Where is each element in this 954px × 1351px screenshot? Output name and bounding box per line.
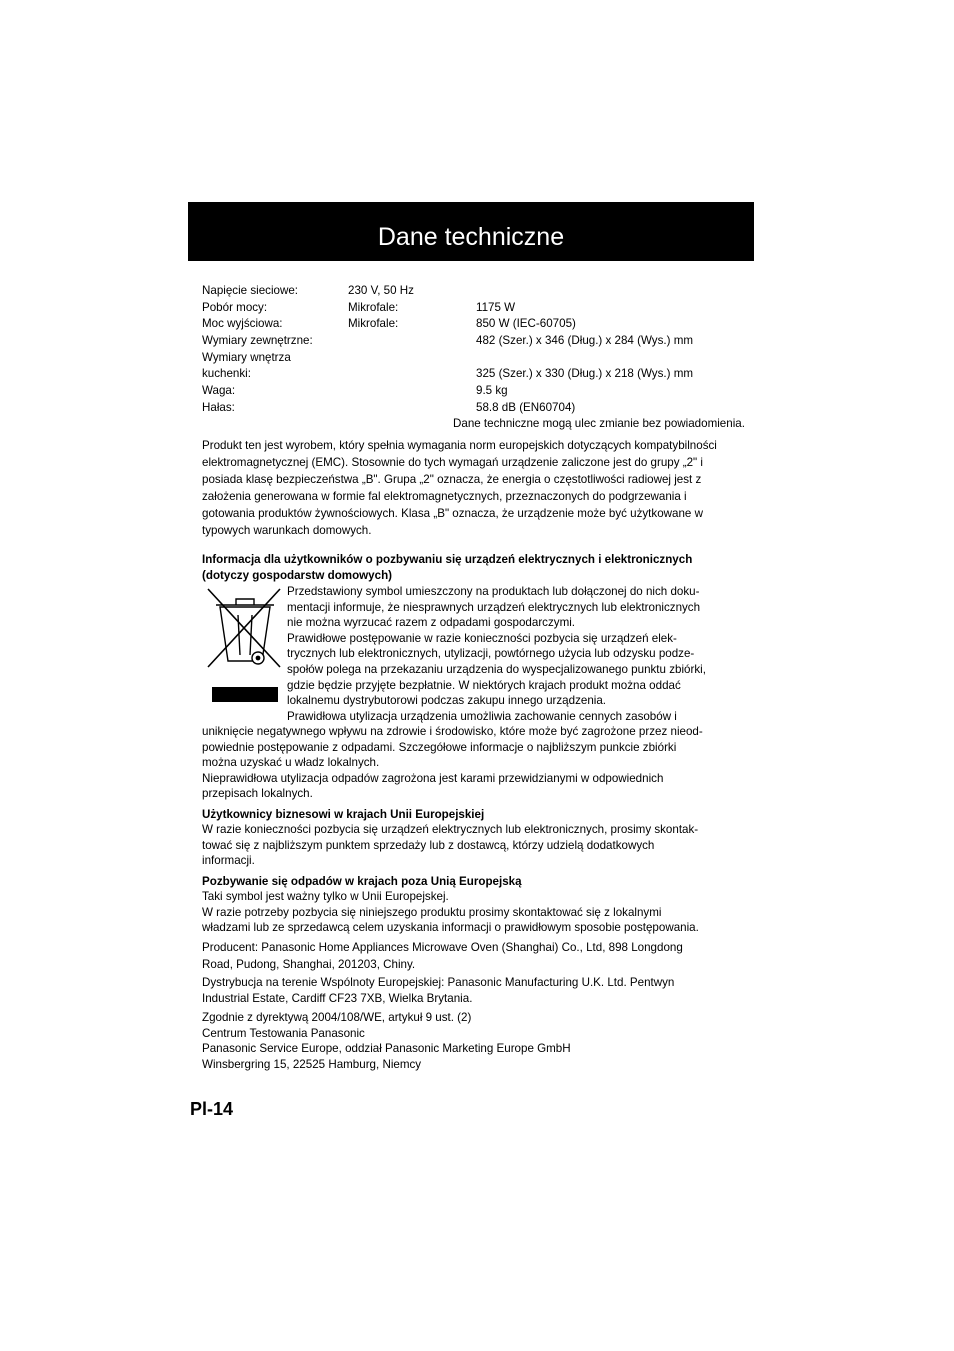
- text-line: Nieprawidłowa utylizacja odpadów zagrożona jest karami przewidzianymi w odpowiednich: [202, 771, 664, 785]
- business-heading: Użytkownicy biznesowi w krajach Unii Europejskiej: [202, 808, 485, 821]
- text-line: Taki symbol jest ważny tylko w Unii Europejskej.: [202, 890, 449, 903]
- spec-label: Moc wyjściowa:: [202, 317, 283, 331]
- heading-line: Informacja dla użytkowników o pozbywaniu się urządzeń elektrycznych i elektronicznych: [202, 553, 693, 566]
- text-line: Centrum Testowania Panasonic: [202, 1026, 365, 1040]
- text-line: Winsbergring 15, 22525 Hamburg, Niemcy: [202, 1057, 422, 1071]
- spec-sub: Mikrofale:: [348, 300, 399, 314]
- spec-value: 325 (Szer.) x 330 (Dług.) x 218 (Wys.) mm: [476, 367, 694, 381]
- text-line: informacji.: [202, 854, 255, 868]
- directive-paragraph: [202, 1010, 571, 1072]
- text-line: Prawidłowa utylizacja urządzenia umożliwia zachowanie cennych zasobów i: [287, 709, 677, 723]
- emc-paragraph: [202, 437, 717, 539]
- text-line: Dystrybucja na terenie Wspólnoty Europejskiej: Panasonic Manufacturing U.K. Ltd. Pentwyn: [202, 976, 675, 989]
- info-heading: [202, 552, 692, 583]
- spec-label: Wymiary zewnętrzne:: [202, 334, 313, 348]
- info-side-paragraph: [287, 584, 706, 724]
- page-title: Dane techniczne: [377, 223, 565, 251]
- heading-line: (dotyczy gospodarstw domowych): [202, 568, 393, 582]
- weee-crossed-bin-icon: [206, 587, 282, 704]
- spec-value: 58.8 dB (EN60704): [476, 400, 576, 414]
- title-bar: [188, 202, 754, 261]
- spec-label: Wymiary wnętrza: [202, 350, 291, 364]
- text-line: powiednie postępowanie z odpadami. Szczegółowe informacje o najbliższym punkcie zbiórki: [202, 740, 677, 754]
- spec-label: Waga:: [202, 384, 236, 398]
- text-line: gdzie będzie przyjęte bezpłatnie. W niektórych krajach produkt można oddać: [287, 678, 681, 692]
- spec-sub: Mikrofale:: [348, 317, 399, 331]
- text-line: mentacji informuje, że niesprawnych urządzeń elektrycznych lub elektronicznych: [287, 600, 701, 614]
- text-line: założenia generowana w formie fal elektromagnetycznych, przeznaczonych do podgrzewania i: [202, 490, 687, 503]
- text-line: posiada klasę bezpieczeństwa „B". Grupa „2" oznacza, że energia o częstotliwości radiowej jest z: [202, 473, 702, 486]
- distribution-paragraph: [202, 975, 674, 1006]
- text-line: lokalnemu dystrybutorowi podczas zakupu innego urządzenia.: [287, 694, 607, 708]
- text-line: W razie potrzeby pozbycia się niniejszego produktu prosimy skontaktować się z lokalnymi: [202, 905, 662, 919]
- text-line: nie można wyrzucać razem z odpadami gospodarczymi.: [287, 616, 576, 630]
- text-line: przepisach lokalnych.: [202, 787, 313, 801]
- spec-label: Pobór mocy:: [202, 300, 268, 314]
- spec-label: kuchenki:: [202, 367, 251, 381]
- text-line: Zgodnie z dyrektywą 2004/108/WE, artykuł 9 ust. (2): [202, 1011, 472, 1024]
- spec-value: 9.5 kg: [476, 384, 508, 398]
- spec-label: Hałas:: [202, 400, 235, 414]
- text-line: Panasonic Service Europe, oddział Panasonic Marketing Europe GmbH: [202, 1042, 571, 1056]
- info-full-paragraph: [202, 724, 703, 802]
- text-line: Przedstawiony symbol umieszczony na produktach lub dołączonej do nich doku-: [287, 585, 700, 598]
- text-line: typowych warunkach domowych.: [202, 524, 372, 537]
- text-line: W razie konieczności pozbycia się urządzeń elektrycznych lub elektronicznych, prosimy skontak-: [202, 823, 699, 836]
- business-paragraph: [202, 822, 698, 869]
- text-line: trycznych lub elektronicznych, utylizacji, powtórnego użycia lub odzysku podze-: [287, 647, 695, 661]
- outside-heading: Pozbywanie się odpadów w krajach poza Unią Europejską: [202, 875, 522, 888]
- spec-note: Dane techniczne mogą ulec zmianie bez powiadomienia.: [453, 417, 745, 430]
- text-line: Produkt ten jest wyrobem, który spełnia wymagania norm europejskich dotyczących kompatybilności: [202, 439, 717, 452]
- text-line: Prawidłowe postępowanie w razie konieczności pozbycia się urządzeń elek-: [287, 631, 677, 645]
- text-line: gotowania produktów żywnościowych. Klasa „B" oznacza, że urządzenie może być użytkowane w: [202, 507, 703, 520]
- text-line: Producent: Panasonic Home Appliances Microwave Oven (Shanghai) Co., Ltd, 898 Longdong: [202, 941, 683, 954]
- text-line: elektromagnetycznej (EMC). Stosownie do tych wymagań urządzenie zaliczone jest do grupy „2" i: [202, 456, 703, 469]
- text-line: tować się z najbliższym punktem sprzedaży lub z dostawcą, którzy udzielą dodatkowych: [202, 838, 655, 852]
- spec-value: 850 W (IEC-60705): [476, 317, 576, 331]
- spec-label: Napięcie sieciowe:: [202, 284, 299, 297]
- text-line: uniknięcie negatywnego wpływu na zdrowie i środowisko, które może być zagrożone przez nieod-: [202, 725, 703, 738]
- text-line: Road, Pudong, Shanghai, 201203, Chiny.: [202, 958, 416, 971]
- spec-sub: 230 V, 50 Hz: [348, 284, 414, 297]
- outside-paragraph: [202, 889, 699, 936]
- text-line: Industrial Estate, Cardiff CF23 7XB, Wielka Brytania.: [202, 991, 473, 1005]
- spec-value: 482 (Szer.) x 346 (Dług.) x 284 (Wys.) mm: [476, 334, 694, 348]
- text-line: można uzyskać u władz lokalnych.: [202, 756, 380, 770]
- page-number: Pl-14: [190, 1099, 234, 1119]
- text-line: społów polega na przekazaniu urządzenia do wyspecjalizowanego punktu zbiórki,: [287, 662, 706, 676]
- producer-paragraph: [202, 939, 683, 973]
- text-line: władzami lub ze sprzedawcą celem uzyskania informacji o prawidłowym sposobie postępowania.: [202, 921, 699, 935]
- spec-value: 1175 W: [476, 300, 516, 314]
